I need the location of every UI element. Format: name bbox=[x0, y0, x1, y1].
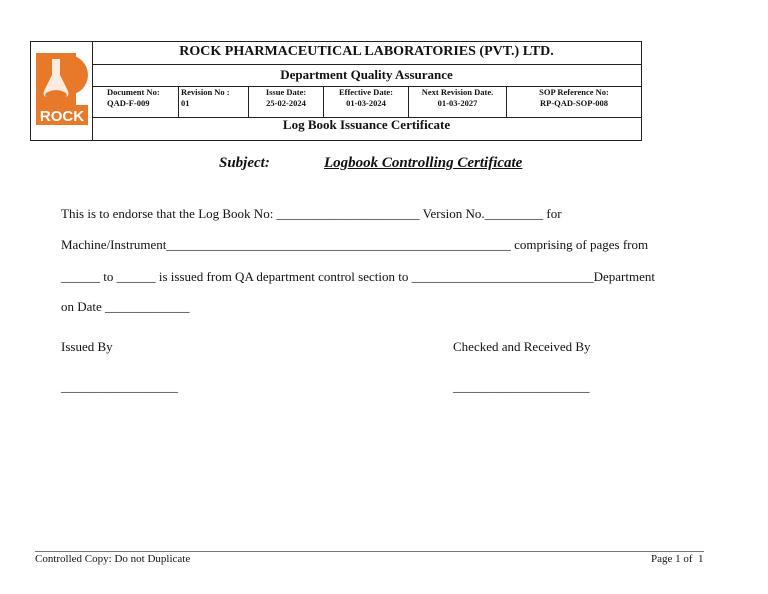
logo-text: ROCK bbox=[39, 108, 85, 125]
footer-divider bbox=[35, 551, 704, 552]
body-line-2: Machine/Instrument_____________________________________________________ comprising of pages from bbox=[61, 237, 649, 252]
certificate-title: Log Book Issuance Certificate bbox=[282, 117, 451, 132]
meta-value: 01 bbox=[181, 98, 190, 108]
company-name: ROCK PHARMACEUTICAL LABORATORIES (PVT.) LTD. bbox=[92, 42, 641, 65]
document-header-table bbox=[30, 41, 642, 141]
meta-value: RP-QAD-SOP-008 bbox=[540, 98, 608, 108]
body-line-3: ______ to ______ is issued from QA department control section to ____________________________Department bbox=[61, 269, 655, 284]
subject-value: Logbook Controlling Certificate bbox=[324, 155, 523, 171]
subject-label: Subject: bbox=[219, 155, 270, 171]
meta-label: Issue Date: bbox=[265, 87, 307, 97]
department-name: Department Quality Assurance bbox=[92, 64, 641, 87]
rock-logo bbox=[36, 53, 88, 125]
meta-value: 25-02-2024 bbox=[266, 98, 306, 108]
meta-revision-no bbox=[179, 86, 249, 117]
meta-value: 01-03-2027 bbox=[437, 98, 478, 108]
logo-cell bbox=[31, 42, 93, 140]
meta-next-revision-date bbox=[409, 86, 507, 117]
meta-issue-date bbox=[249, 86, 324, 117]
issued-by-signature-line: __________________ bbox=[61, 379, 178, 394]
meta-value: QAD-F-009 bbox=[107, 98, 150, 108]
meta-label: Document No: bbox=[107, 87, 160, 97]
meta-sop-reference bbox=[507, 86, 641, 117]
meta-label: SOP Reference No: bbox=[539, 87, 609, 97]
meta-document-no bbox=[92, 86, 179, 117]
meta-effective-date bbox=[324, 86, 409, 117]
body-line-4: on Date _____________ bbox=[61, 299, 190, 314]
meta-value: 01-03-2024 bbox=[346, 98, 386, 108]
checked-received-by-label: Checked and Received By bbox=[453, 339, 591, 354]
footer-page-number: Page 1 of 1 bbox=[651, 553, 704, 565]
document-meta-row bbox=[92, 86, 641, 118]
body-line-1: This is to endorse that the Log Book No: ______________________ Version No._________ for bbox=[61, 206, 562, 221]
meta-label: Revision No : bbox=[181, 87, 230, 97]
meta-label: Effective Date: bbox=[338, 87, 394, 97]
footer-controlled-copy: Controlled Copy: Do not Duplicate bbox=[35, 553, 191, 565]
issued-by-label: Issued By bbox=[61, 339, 113, 354]
checked-received-signature-line: _____________________ bbox=[453, 379, 590, 394]
meta-label: Next Revision Date. bbox=[421, 87, 494, 97]
